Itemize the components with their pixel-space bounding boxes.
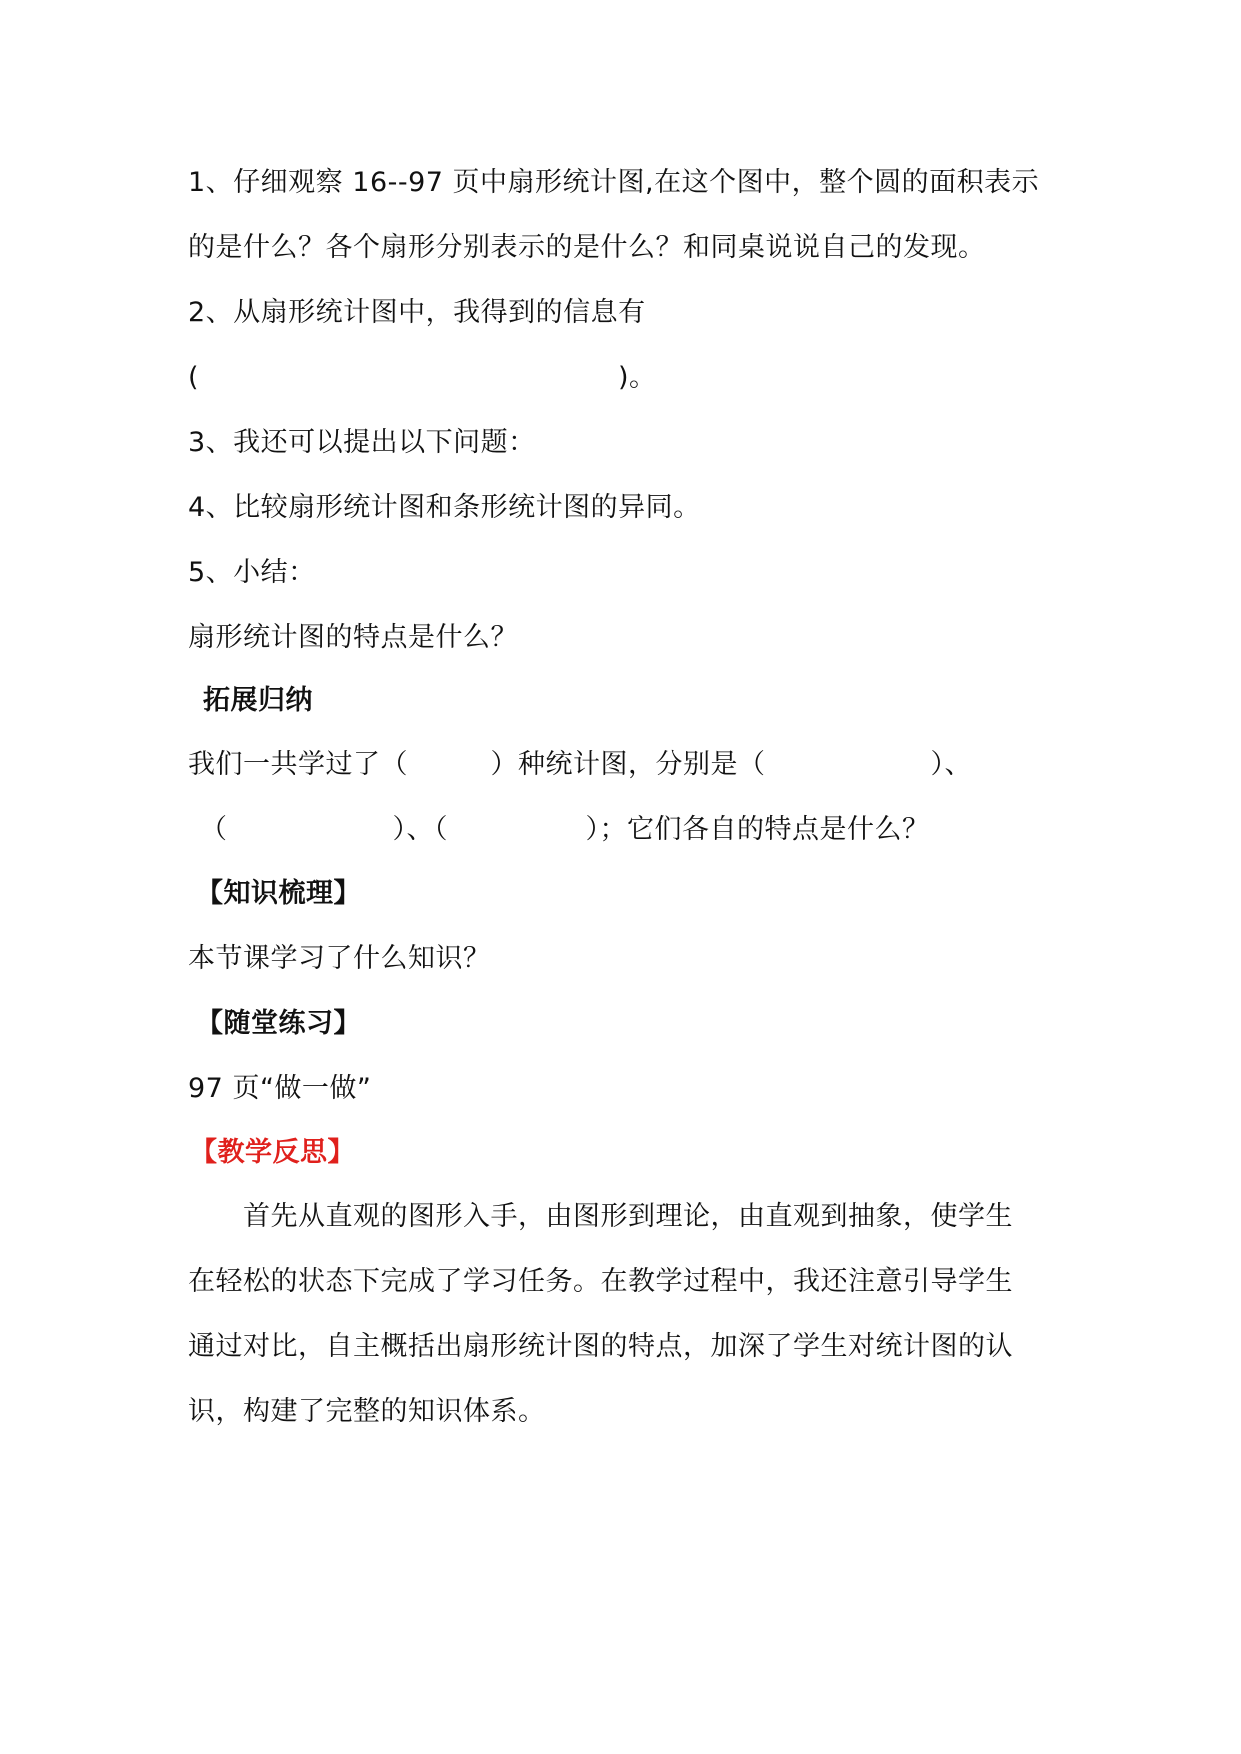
reflection-line-1: 首先从直观的图形入手，由图形到理论，由直观到抽象，使学生 bbox=[188, 1201, 1013, 1232]
practice-heading: 【随堂练习】 bbox=[196, 1008, 361, 1039]
item-2-line-1: 2、从扇形统计图中，我得到的信息有 bbox=[188, 297, 646, 328]
item-5: 5、小结： bbox=[188, 557, 316, 588]
reflection-heading: 【教学反思】 bbox=[190, 1137, 355, 1168]
item-2-blank-open: ( bbox=[188, 362, 200, 393]
item-1-line-2: 的是什么？各个扇形分别表示的是什么？和同桌说说自己的发现。 bbox=[188, 232, 986, 263]
knowledge-question: 本节课学习了什么知识？ bbox=[188, 943, 491, 974]
item-2-blank-close: )。 bbox=[618, 362, 657, 393]
summary-question: 扇形统计图的特点是什么？ bbox=[188, 622, 518, 653]
practice-text: 97 页“做一做” bbox=[188, 1073, 372, 1104]
reflection-line-4: 识，构建了完整的知识体系。 bbox=[188, 1396, 546, 1427]
item-1-line-1: 1、仔细观察 16--97 页中扇形统计图,在这个图中，整个圆的面积表示 bbox=[188, 167, 1040, 198]
reflection-line-3: 通过对比，自主概括出扇形统计图的特点，加深了学生对统计图的认 bbox=[188, 1331, 1013, 1362]
reflection-line-2: 在轻松的状态下完成了学习任务。在教学过程中，我还注意引导学生 bbox=[188, 1266, 1013, 1297]
item-3: 3、我还可以提出以下问题： bbox=[188, 427, 536, 458]
extension-heading: 拓展归纳 bbox=[203, 685, 313, 716]
item-4: 4、比较扇形统计图和条形统计图的异同。 bbox=[188, 492, 701, 523]
extension-line-1: 我们一共学过了（ ）种统计图，分别是（ ）、 bbox=[188, 749, 972, 780]
knowledge-heading: 【知识梳理】 bbox=[196, 878, 361, 909]
extension-line-2: （ ）、（ ）；它们各自的特点是什么？ bbox=[200, 814, 930, 845]
